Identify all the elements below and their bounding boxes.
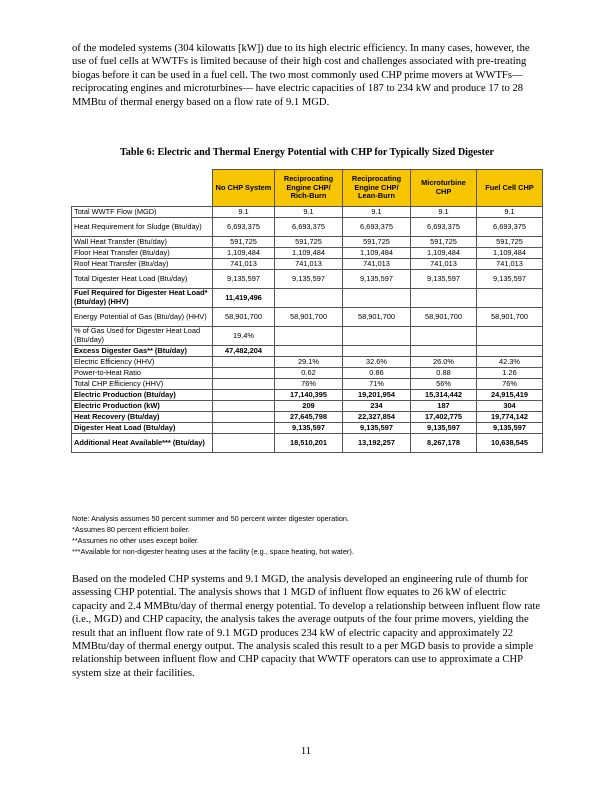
table-cell (343, 289, 411, 308)
closing-paragraph: Based on the modeled CHP systems and 9.1 MGD, the analysis developed an engineering rule of thumb for assessing CHP potential. The analysis shows that 1 MGD of influent flow equates to 26 kW of electric capacity and 2.4 MMBtu/day of thermal energy potential. To develop a relationship between influent flow rate (i.e., MGD) and CHP capacity, the analysis takes the average outputs of the four prime movers, yielding the result that an influent flow rate of 9.1 MGD produces 234 kW of electric capacity and approximately 22 MMBtu/day of thermal energy output. The analysis scaled this result to a per MGD basis to provide a simple relationship between influent flow and CHP capacity that WWTF operators can use to approximate a CHP system size at their facilities. (72, 574, 541, 679)
table-cell: 58,901,700 (411, 308, 477, 327)
table-header-row (72, 170, 543, 207)
table-cell: 6,693,375 (343, 218, 411, 237)
note-boiler: *Assumes 80 percent efficient boiler. (72, 525, 190, 534)
table-cell: 741,013 (411, 259, 477, 270)
table-cell: 17,140,395 (275, 390, 343, 401)
table-cell: 8,267,178 (411, 434, 477, 453)
row-label: Power-to-Heat Ratio (72, 368, 213, 379)
row-label: % of Gas Used for Digester Heat Load (Btu/day) (72, 327, 213, 346)
table-cell: 9.1 (411, 207, 477, 218)
row-label: Energy Potential of Gas (Btu/day) (HHV) (72, 308, 213, 327)
table-cell: 591,725 (411, 237, 477, 248)
table-cell: 6,693,375 (411, 218, 477, 237)
table-cell: 741,013 (343, 259, 411, 270)
table-cell: 19.4% (213, 327, 275, 346)
table-cell: 47,482,204 (213, 346, 275, 357)
table-cell (411, 289, 477, 308)
table-cell: 741,013 (275, 259, 343, 270)
table-cell (275, 289, 343, 308)
table-cell (213, 401, 275, 412)
row-label: Heat Requirement for Sludge (Btu/day) (72, 218, 213, 237)
table-cell (477, 289, 543, 308)
table-cell: 32.6% (343, 357, 411, 368)
table-notes (72, 513, 542, 557)
table-cell: 0.62 (275, 368, 343, 379)
table-cell (477, 327, 543, 346)
table-cell: 9,135,597 (477, 423, 543, 434)
table-cell (213, 390, 275, 401)
table-cell: 234 (343, 401, 411, 412)
table-row (72, 346, 543, 357)
table-cell (477, 346, 543, 357)
table-cell: 591,725 (213, 237, 275, 248)
table-cell: 9,135,597 (275, 270, 343, 289)
table-row (72, 423, 543, 434)
table-caption: Table 6: Electric and Thermal Energy Potential with CHP for Typically Sized Digester (119, 147, 495, 158)
note-analysis: Note: Analysis assumes 50 percent summer and 50 percent winter digester operation. (72, 514, 350, 523)
table-row (72, 434, 543, 453)
energy-potential-table (71, 169, 543, 453)
table-cell: 19,774,142 (477, 412, 543, 423)
table-cell: 741,013 (213, 259, 275, 270)
table-cell: 1,109,484 (411, 248, 477, 259)
table-cell: 76% (477, 379, 543, 390)
table-cell (213, 412, 275, 423)
table-cell: 58,901,700 (275, 308, 343, 327)
header-recip-rich: Reciprocating Engine CHP/ Rich-Burn (275, 170, 343, 207)
table-cell: 9,135,597 (343, 270, 411, 289)
row-label: Additional Heat Available*** (Btu/day) (72, 434, 213, 453)
table-cell: 6,693,375 (477, 218, 543, 237)
intro-paragraph: of the modeled systems (304 kilowatts [kW]) due to its high electric efficiency. In many cases, however, the use of fuel cells at WWTFs is limited because of their high cost and challenges associated with pre-treating biogas before it can be used in a fuel cell. The two most commonly used CHP prime movers at WWTFs—reciprocating engines and microturbines— have electric capacities of 187 to 234 kW and produce 17 to 28 MMBtu of thermal energy based on a flow rate of 9.1 MGD. (72, 43, 530, 108)
table-row (72, 259, 543, 270)
table-cell: 29.1% (275, 357, 343, 368)
table-cell: 9,135,597 (343, 423, 411, 434)
row-label: Heat Recovery (Btu/day) (72, 412, 213, 423)
table-cell: 18,510,201 (275, 434, 343, 453)
table-cell (411, 327, 477, 346)
table-row (72, 248, 543, 259)
row-label: Electric Production (kW) (72, 401, 213, 412)
table-row (72, 412, 543, 423)
table-cell (213, 379, 275, 390)
row-label: Digester Heat Load (Btu/day) (72, 423, 213, 434)
header-corner (72, 170, 213, 207)
table-cell: 9.1 (477, 207, 543, 218)
table-row (72, 327, 543, 346)
table-cell (213, 368, 275, 379)
table-cell: 591,725 (275, 237, 343, 248)
row-label: Total Digester Heat Load (Btu/day) (72, 270, 213, 289)
page-number: 11 (300, 746, 312, 757)
table-cell: 9,135,597 (411, 423, 477, 434)
table-row (72, 368, 543, 379)
table-cell: 17,402,775 (411, 412, 477, 423)
table-cell: 76% (275, 379, 343, 390)
row-label: Total CHP Efficiency (HHV) (72, 379, 213, 390)
table-cell: 24,915,419 (477, 390, 543, 401)
table-cell: 71% (343, 379, 411, 390)
table-cell: 0.86 (343, 368, 411, 379)
table-row (72, 390, 543, 401)
table-cell: 591,725 (343, 237, 411, 248)
row-label: Wall Heat Transfer (Btu/day) (72, 237, 213, 248)
table-cell: 56% (411, 379, 477, 390)
table-cell: 19,201,954 (343, 390, 411, 401)
table-cell: 1.26 (477, 368, 543, 379)
table-cell: 9,135,597 (477, 270, 543, 289)
row-label: Excess Digester Gas** (Btu/day) (72, 346, 213, 357)
row-label: Total WWTF Flow (MGD) (72, 207, 213, 218)
table-cell (275, 346, 343, 357)
table-row (72, 379, 543, 390)
table-cell: 9,135,597 (411, 270, 477, 289)
table-cell: 22,327,854 (343, 412, 411, 423)
table-cell: 58,901,700 (343, 308, 411, 327)
table-cell (213, 434, 275, 453)
table-cell: 11,419,496 (213, 289, 275, 308)
table-cell (213, 357, 275, 368)
table-cell: 591,725 (477, 237, 543, 248)
table-cell: 26.0% (411, 357, 477, 368)
table-row (72, 357, 543, 368)
table-cell: 1,109,484 (477, 248, 543, 259)
table-cell: 187 (411, 401, 477, 412)
row-label: Fuel Required for Digester Heat Load* (Btu/day) (HHV) (72, 289, 213, 308)
table-cell: 9,135,597 (213, 270, 275, 289)
table-cell: 58,901,700 (213, 308, 275, 327)
table-cell: 10,638,545 (477, 434, 543, 453)
table-cell: 27,645,798 (275, 412, 343, 423)
table-row (72, 308, 543, 327)
table-cell: 42.3% (477, 357, 543, 368)
table-cell (343, 327, 411, 346)
note-no-other-uses: **Assumes no other uses except boiler. (72, 536, 199, 545)
table-cell: 13,192,257 (343, 434, 411, 453)
table-cell: 15,314,442 (411, 390, 477, 401)
table-cell: 1,109,484 (275, 248, 343, 259)
table-row (72, 237, 543, 248)
table-cell: 1,109,484 (213, 248, 275, 259)
table-cell (213, 423, 275, 434)
header-no-chp: No CHP System (213, 170, 275, 207)
row-label: Roof Heat Transfer (Btu/day) (72, 259, 213, 270)
table-row (72, 289, 543, 308)
table-cell: 6,693,375 (213, 218, 275, 237)
table-cell: 9.1 (275, 207, 343, 218)
table-row (72, 218, 543, 237)
table-row (72, 207, 543, 218)
header-recip-lean: Reciprocating Engine CHP/ Lean-Burn (343, 170, 411, 207)
table-cell: 9,135,597 (275, 423, 343, 434)
table-cell: 6,693,375 (275, 218, 343, 237)
table-cell: 741,013 (477, 259, 543, 270)
table-row (72, 270, 543, 289)
table-cell: 58,901,700 (477, 308, 543, 327)
row-label: Electric Production (Btu/day) (72, 390, 213, 401)
table-cell (343, 346, 411, 357)
table-cell: 304 (477, 401, 543, 412)
header-microturbine: Microturbine CHP (411, 170, 477, 207)
header-fuel-cell: Fuel Cell CHP (477, 170, 543, 207)
table-cell: 0.88 (411, 368, 477, 379)
table-cell (275, 327, 343, 346)
note-available-heat: ***Available for non-digester heating uses at the facility (e.g., space heating, hot water). (72, 547, 354, 556)
table-cell: 209 (275, 401, 343, 412)
row-label: Electric Efficiency (HHV) (72, 357, 213, 368)
row-label: Floor Heat Transfer (Btu/day) (72, 248, 213, 259)
table-row (72, 401, 543, 412)
table-cell: 9.1 (343, 207, 411, 218)
table-cell: 9.1 (213, 207, 275, 218)
table-cell (411, 346, 477, 357)
table-cell: 1,109,484 (343, 248, 411, 259)
